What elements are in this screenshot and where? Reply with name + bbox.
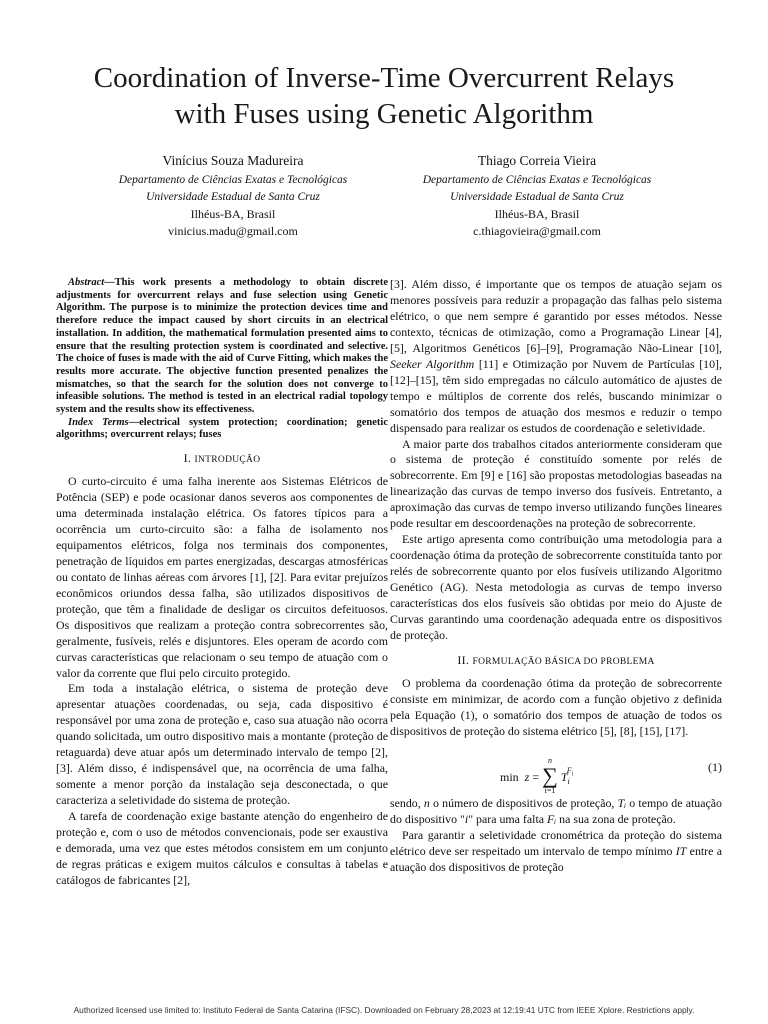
sigma-icon: ∑ [542, 762, 558, 788]
paragraph [390, 828, 722, 876]
right-column [390, 277, 722, 875]
text-run: definida pela Equação (1), o somatório dos tempos de atuação de todos os dispositivos de proteção do sistema elétrico [5], [8], [15], [17]. [390, 691, 722, 738]
author-block-2 [372, 152, 702, 240]
sum-upper-limit: n [547, 755, 552, 765]
equation-sup-sub-i: i [571, 772, 574, 779]
section-heading-2 [390, 653, 722, 671]
title-line-1: Coordination of Inverse-Time Overcurrent Relays [93, 62, 675, 94]
abstract-text: —This work presents a methodology to obtain discrete adjustments for overcurrent relays and fuse selection using Genetic Algorithm. The purpose is to minimize the protection devices time and therefore reduce the impact caused by short circuits in an electrical installation. In addition, the mathematical formulation presented aims to ensure that the resulting protection system is coordinated and selective. The choice of fuses is made with the aid of Curve Fitting, which makes the results more accurate. The objective function presented penalizes the mismatches, so that the search for the solution does not converge to infeasible solutions. The method is tested in an electrical radial topology system and the results show its effectiveness. [56, 277, 388, 416]
text-run: " para uma falta [468, 811, 548, 826]
text-run: [11] e Otimização por Nuvem de Partículas [10], [12]–[15], têm sido empregadas no cálculo automático de ajustes de tempo e múltiplos de corrente dos relés, buscando minimizar o somatório dos tempos de atuação dos mesmos e reduzir o tempo dispensado para realizar os estudos de coordenação e seletividade. [390, 356, 722, 435]
paragraph: Em toda a instalação elétrica, o sistema de proteção deve apresentar atuações coordenadas, ou seja, cada dispositivo é responsável por uma zona de proteção e, caso sua atuação não ocorra quando solicitada, um outro dispositivo mais a montante (proteção de retaguarda) deve atuar após um determinado intervalo de tempo [2], [3]. Além disso, é indispensável que, na ocorrência de uma falha, somente a menor porção da instalação seja desconectada, o que caracteriza a seletividade do sistema de proteção. [56, 681, 388, 808]
text-run: Para garantir a seletividade cronométrica da proteção do sistema elétrico deve ser respeitado um intervalo de tempo mínimo [390, 827, 722, 858]
index-terms-text: —electrical system protection; coordination; genetic algorithms; overcurrent relays; fuses [56, 416, 389, 441]
math-variable: IT [675, 843, 687, 858]
equation-number: (1) [708, 759, 722, 774]
author-email: vinicius.madu@gmail.com [168, 224, 298, 238]
author-block-1 [68, 152, 398, 240]
equation-1 [390, 746, 722, 795]
author-city: Ilhéus-BA, Brasil [190, 207, 276, 221]
math-variable: Tᵢ [617, 795, 627, 810]
text-run: sendo, [390, 795, 424, 810]
paragraph: A tarefa de coordenação exige bastante atenção do engenheiro de proteção e, com o uso de métodos convencionais, pode ser exaustiva e demorada, uma vez que estes métodos consistem em um conjunto de regras práticas e exigem muitos cálculos e consultas à tabelas e catálogos de fabricantes [2], [56, 809, 388, 887]
equation-sup-F: F [566, 766, 572, 776]
abstract-label: Abstract [68, 277, 105, 288]
paragraph: A maior parte dos trabalhos citados anteriormente consideram que o sistema de proteção é constituído somente por relés de sobrecorrente. Em [9] e [16] são propostas metodologias baseadas na linearização das curvas de tempo inverso dos fusíveis. Entretanto, a aproximação das curvas de tempo inverso utilizando funções lineares pode resultar em descoordenações na proteção de sobrecorrente. [390, 436, 722, 531]
author-city: Ilhéus-BA, Brasil [494, 207, 580, 221]
index-terms-label: Index Terms [68, 416, 129, 428]
paper-title [40, 60, 728, 132]
emphasis-text: Seeker Algorithm [390, 356, 475, 371]
text-run: entre a atuação dos dispositivos de proteção [390, 843, 722, 874]
section-title: FORMULAÇÃO BÁSICA DO PROBLEMA [472, 656, 655, 667]
text-run: o número de dispositivos de proteção, [429, 795, 618, 810]
author-name: Vinícius Souza Madureira [162, 153, 304, 168]
section-number: II. [457, 652, 473, 667]
author-department: Departamento de Ciências Exatas e Tecnológicas [422, 174, 652, 186]
license-footer: Authorized licensed use limited to: Instituto Federal de Santa Catarina (IFSC). Downloaded on February 28,2023 at 12:19:41 UTC from IEEE Xplore. Restrictions apply. [73, 1005, 695, 1015]
author-email: c.thiagovieira@gmail.com [473, 224, 601, 238]
index-terms [56, 417, 388, 442]
equation-body [500, 755, 574, 798]
math-variable: Fᵢ [547, 811, 557, 826]
paragraph [390, 796, 722, 828]
abstract [56, 277, 388, 417]
paragraph [390, 277, 722, 437]
equation-equals: = [532, 769, 540, 784]
sum-lower-limit: i=1 [544, 785, 556, 795]
text-run: na sua zona de proteção. [556, 811, 676, 826]
text-run: O problema da coordenação ótima da proteção de sobrecorrente consiste em minimizar, de acordo com a função objetivo [390, 675, 722, 706]
title-line-2: with Fuses using Genetic Algorithm [174, 98, 594, 130]
paragraph: Este artigo apresenta como contribuição uma metodologia para a coordenação ótima da proteção de sobrecorrente constituída tanto por relés de sobrecorrente quanto por elos fusíveis utilizando Algoritmo Genético (AG). Nesta metodologia as curvas de tempo inverso características dos elos fusíveis são obtidas por meio do Ajuste de Curvas garantindo uma coordenação adequada entre os dispositivos de proteção. [390, 532, 722, 642]
section-title: INTRODUÇÃO [194, 455, 261, 466]
left-column [56, 277, 388, 889]
math-variable: n [423, 795, 430, 810]
author-university: Universidade Estadual de Santa Cruz [146, 191, 320, 203]
paragraph [390, 676, 722, 740]
author-name: Thiago Correia Vieira [477, 153, 597, 168]
text-run: [3]. Além disso, é importante que os tempos de atuação sejam os menores possíveis para reduzir a propagação das falhas pelo sistema elétrico, o que nem sempre é garantido por esses métodos. Nesse contexto, técnicas de otimização, como a Programação Linear [4], [5], Algoritmos Genéticos [6]–[9], Programação Não-Linear [10], [390, 277, 722, 355]
summation [542, 756, 558, 796]
section-number: I. [183, 451, 195, 466]
paragraph: O curto-circuito é uma falha inerente aos Sistemas Elétricos de Potência (SEP) e pode ocasionar danos severos aos componentes de uma determinada instalação elétrica. Os fatores típicos para a ocorrência um curto-circuito são: a falha de isolamento nos equipamentos elétricos, folga nos terminais dos componentes, penetração de líquidos em partes energizadas, descargas atmosféricas ou contato de linhas aéreas com árvores [1], [2]. Para evitar prejuízos econômicos oriundos dessa falha, são utilizados dispositivos de proteção, que têm a finalidade de desligar os circuitos defeituosos. Os dispositivos que realizam a proteção contra sobrecorrentes são, geralmente, fusíveis, relés e disjuntores. Eles operam de acordo com curvas características que relacionam o seu tempo de atuação com o valor da corrente que flui pelo circuito protegido. [56, 474, 388, 680]
author-university: Universidade Estadual de Santa Cruz [450, 191, 624, 203]
author-department: Departamento de Ciências Exatas e Tecnológicas [118, 174, 348, 186]
text-run: o tempo de atuação do dispositivo " [390, 795, 723, 826]
math-variable: i [464, 811, 469, 826]
equation-z: z [524, 769, 530, 784]
equation-sub-i: i [567, 776, 570, 786]
section-heading-1 [56, 451, 388, 469]
equation-min: min [500, 769, 519, 784]
equation-T: T [560, 769, 568, 784]
math-variable: z [674, 691, 679, 706]
